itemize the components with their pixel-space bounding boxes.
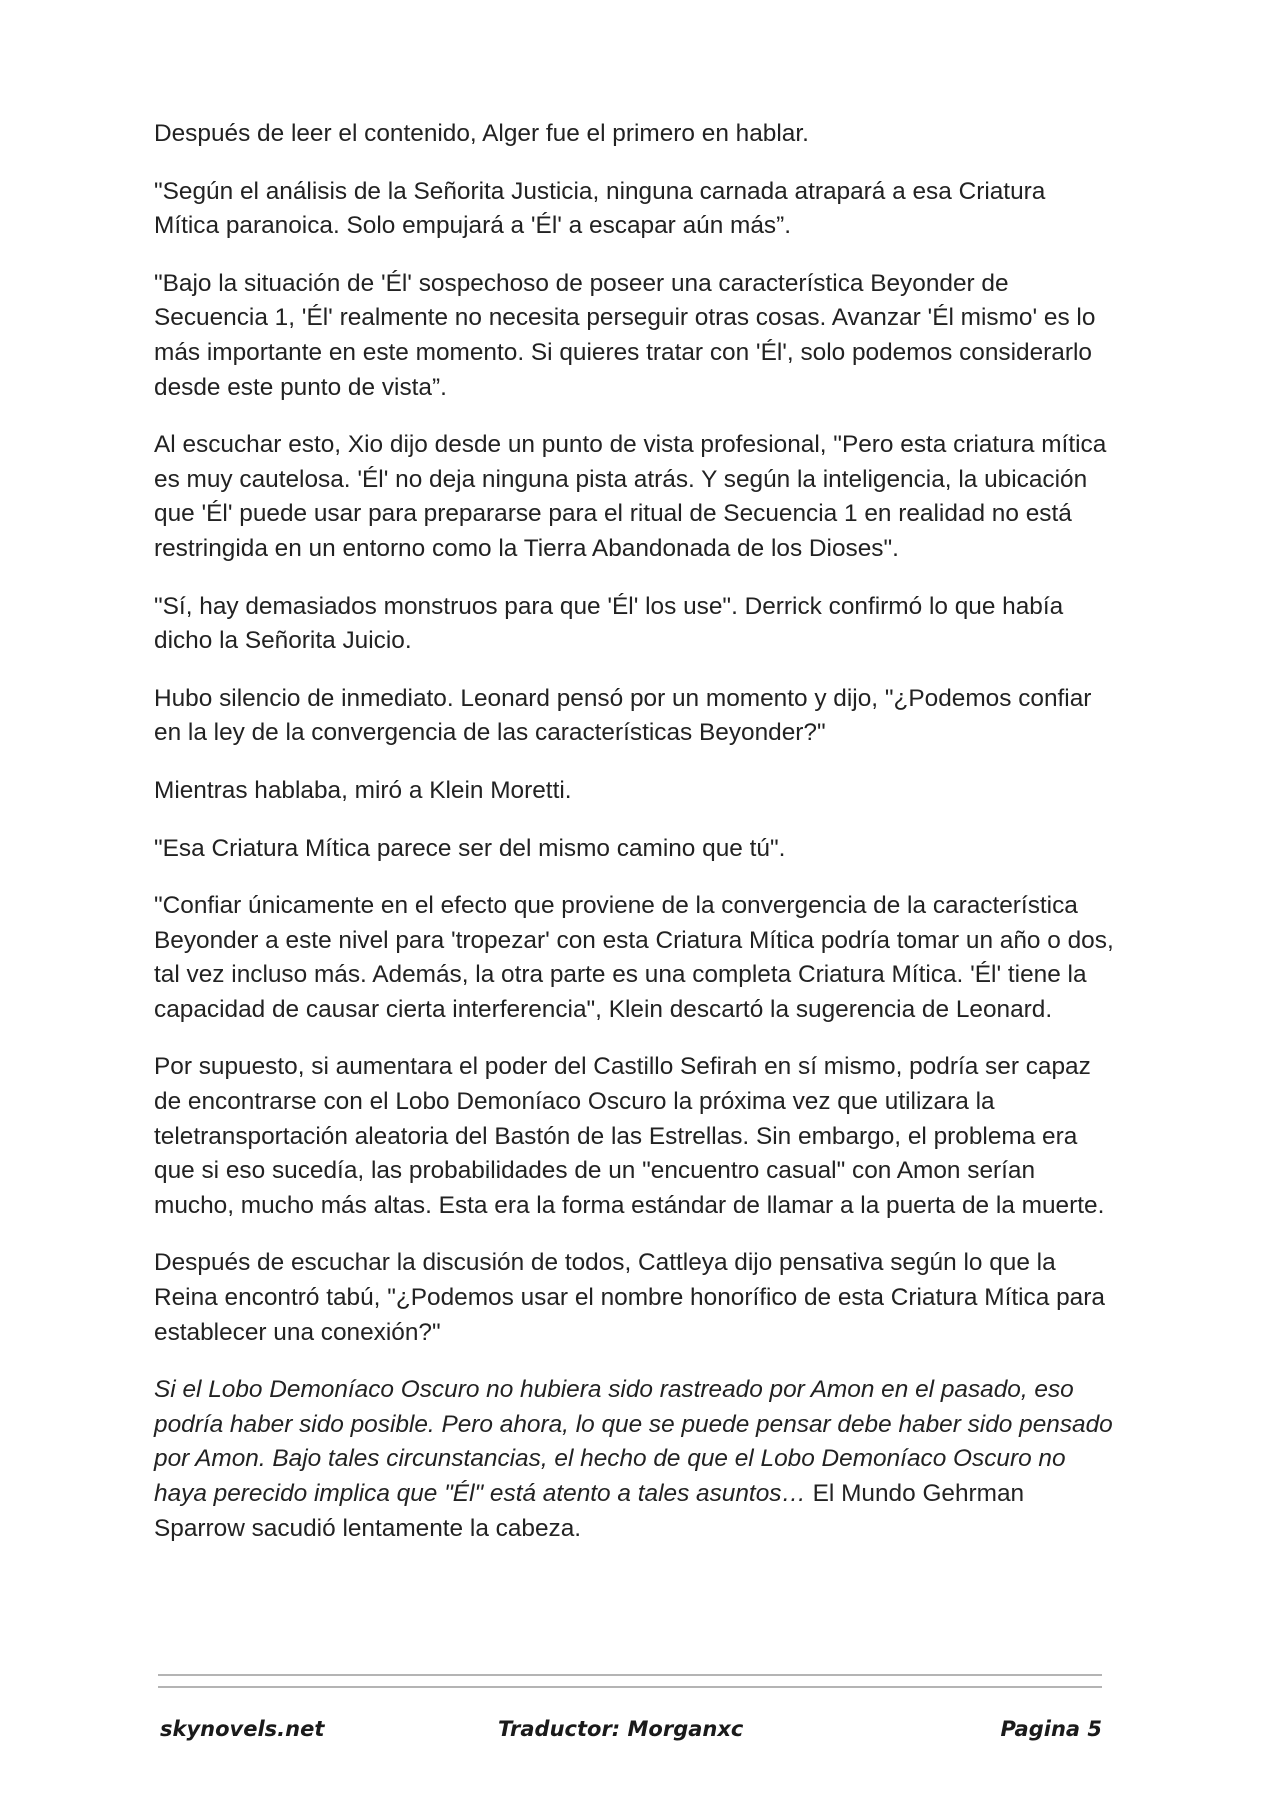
footer-translator: Traductor: Morganxc bbox=[498, 1717, 744, 1741]
paragraph-1: Después de leer el contenido, Alger fue el primero en hablar. bbox=[154, 120, 809, 147]
paragraph-10: Por supuesto, si aumentara el poder del Castillo Sefirah en sí mismo, podría ser capaz de encontrarse con el Lobo Demoníaco Oscuro la próxima vez que utilizara la teletransportación aleatoria del Bastón de las Estrellas. Sin embargo, el problema era que si eso sucedía, las probabilidades de un "encuentro casual" con Amon serían mucho, mucho más altas. Esta era la forma estándar de llamar a la puerta de la muerte. bbox=[154, 1053, 1105, 1219]
italic-thought-text: Si el Lobo Demoníaco Oscuro no hubiera sido rastreado por Amon en el pasado, eso podría haber sido posible. Pero ahora, lo que se puede pensar debe haber sido pensado por Amon. Bajo tales circunstancias, el hecho de que el Lobo Demoníaco Oscuro no haya perecido implica que "Él" está atento a tales asuntos… bbox=[154, 1376, 1113, 1507]
footer-site: skynovels.net bbox=[160, 1717, 325, 1741]
paragraph-7: Mientras hablaba, miró a Klein Moretti. bbox=[154, 776, 572, 804]
paragraph-8: "Esa Criatura Mítica parece ser del mismo camino que tú". bbox=[154, 834, 786, 862]
paragraph-12 bbox=[154, 1373, 1114, 1546]
paragraph-2: "Según el análisis de la Señorita Justicia, ninguna carnada atrapará a esa Criatura Mítica paranoica. Solo empujará a 'Él' a escapar aún más”. bbox=[154, 177, 1046, 240]
paragraph-4: Al escuchar esto, Xio dijo desde un punto de vista profesional, "Pero esta criatura mítica es muy cautelosa. 'Él' no deja ninguna pista atrás. Y según la inteligencia, la ubicación que 'Él' puede usar para prepararse para el ritual de Secuencia 1 en realidad no está restringida en un entorno como la Tierra Abandonada de los Dioses". bbox=[154, 431, 1107, 562]
paragraph-5: "Sí, hay demasiados monstruos para que 'Él' los use". Derrick confirmó lo que había dicho la Señorita Juicio. bbox=[154, 592, 1064, 655]
paragraph-9: "Confiar únicamente en el efecto que proviene de la convergencia de la característica Beyonder a este nivel para 'tropezar' con esta Criatura Mítica podría tomar un año o dos, tal vez incluso más. Además, la otra parte es una completa Criatura Mítica. 'Él' tiene la capacidad de causar cierta interferencia", Klein descartó la sugerencia de Leonard. bbox=[154, 892, 1114, 1023]
footer-divider-bottom bbox=[158, 1686, 1102, 1688]
paragraph-6: Hubo silencio de inmediato. Leonard pensó por un momento y dijo, "¿Podemos confiar en la ley de la convergencia de las características Beyonder?" bbox=[154, 684, 1092, 747]
footer-page-number: Pagina 5 bbox=[1000, 1717, 1102, 1741]
footer-divider-top bbox=[158, 1674, 1102, 1676]
page-footer bbox=[158, 1717, 1102, 1747]
document-body bbox=[154, 117, 1114, 1546]
closing-text: El Mundo Gehrman Sparrow sacudió lentamente la cabeza. bbox=[154, 1480, 1025, 1542]
paragraph-11: Después de escuchar la discusión de todos, Cattleya dijo pensativa según lo que la Reina encontró tabú, "¿Podemos usar el nombre honorífico de esta Criatura Mítica para establecer una conexión?" bbox=[154, 1249, 1105, 1346]
paragraph-3: "Bajo la situación de 'Él' sospechoso de poseer una característica Beyonder de Secuencia 1, 'Él' realmente no necesita perseguir otras cosas. Avanzar 'Él mismo' es lo más importante en este momento. Si quieres tratar con 'Él', solo podemos considerarlo desde este punto de vista”. bbox=[154, 269, 1096, 401]
